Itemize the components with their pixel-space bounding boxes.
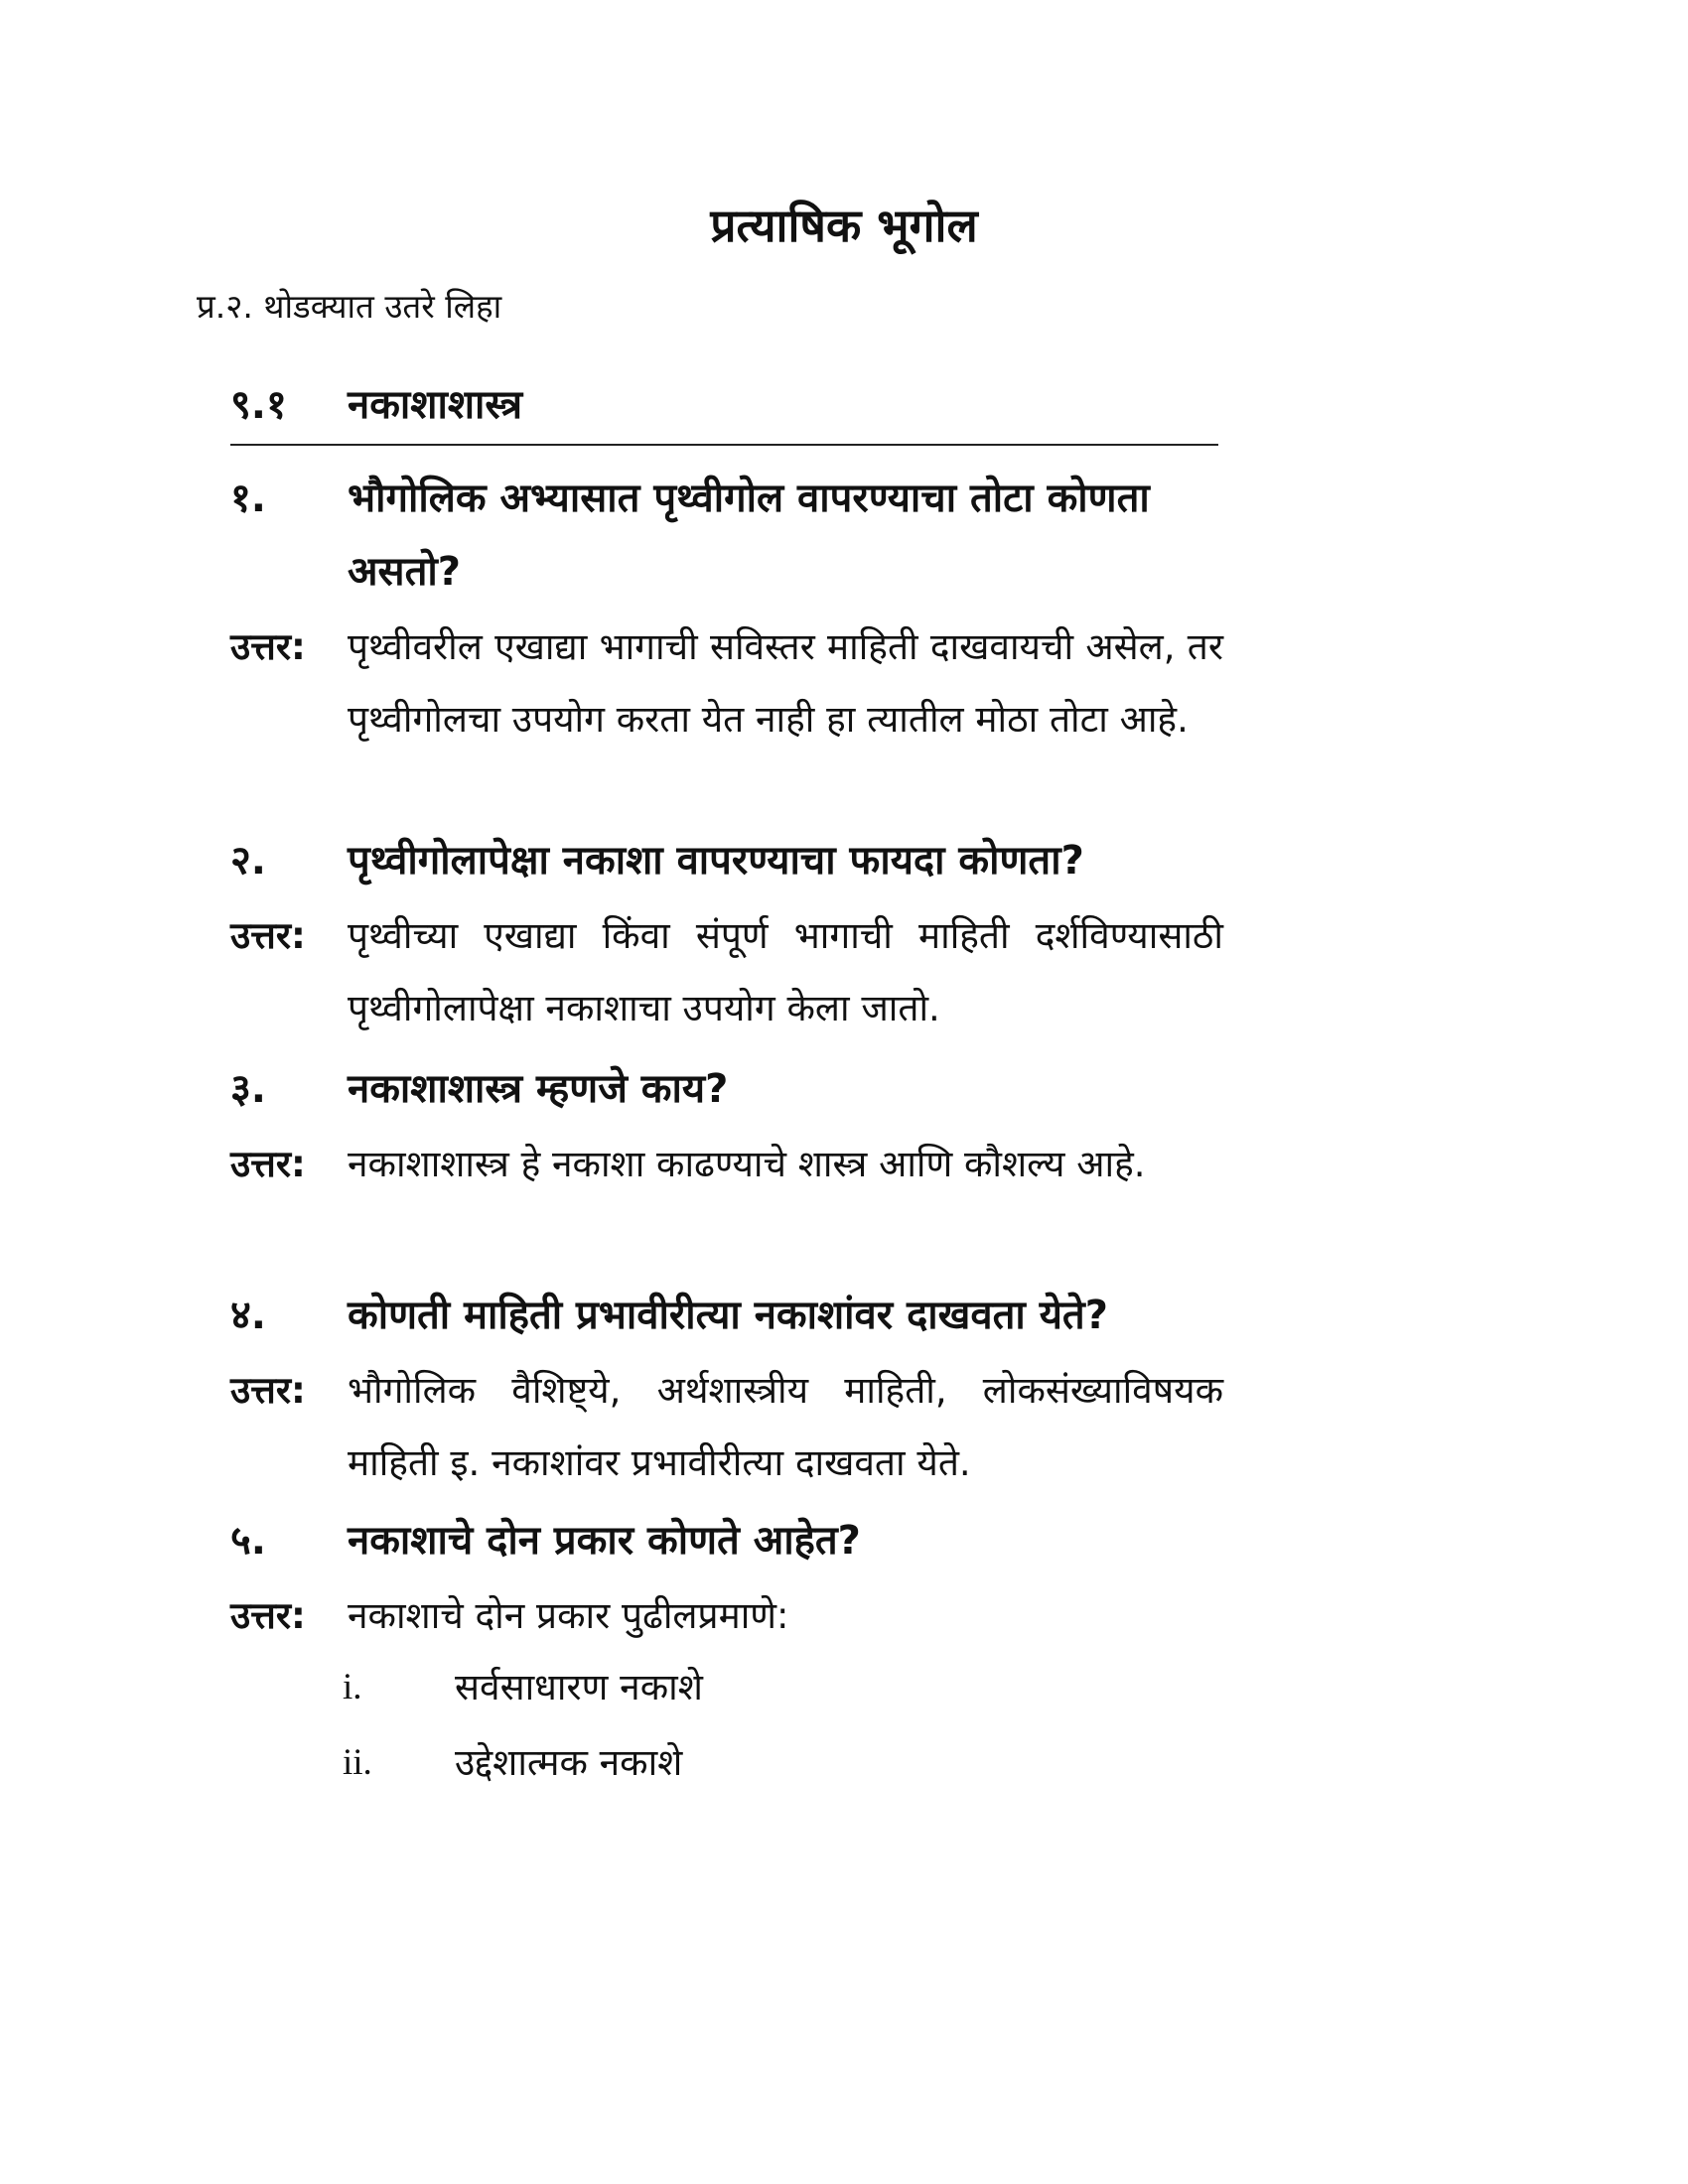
answer-text: भौगोलिक वैशिष्ट्ये, अर्थशास्त्रीय माहिती, लोकसंख्याविषयक माहिती इ. नकाशांवर प्रभावीरीत्या दाखवता येते.	[348, 1369, 1223, 1484]
section-divider	[230, 444, 1218, 446]
section-number: ९.१	[230, 382, 287, 428]
question-number: २.	[230, 838, 266, 884]
answer	[230, 1354, 1223, 1499]
answer-label: उत्तर:	[230, 1594, 306, 1637]
answer-text: पृथ्वीच्या एखाद्या किंवा संपूर्ण भागाची माहिती दर्शविण्यासाठी पृथ्वीगोलापेक्षा नकाशाचा उपयोग केला जातो.	[348, 914, 1223, 1029]
question-text: नकाशाचे दोन प्रकार कोणते आहेत?	[348, 1518, 861, 1564]
section-name: नकाशाशास्त्र	[348, 382, 523, 428]
list-marker: i.	[343, 1667, 362, 1707]
list-marker: ii.	[343, 1742, 372, 1783]
question-text: पृथ्वीगोलापेक्षा नकाशा वापरण्याचा फायदा कोणता?	[348, 838, 1084, 884]
answer-text: नकाशाचे दोन प्रकार पुढीलप्रमाणे:	[348, 1594, 789, 1637]
answer-label: उत्तर:	[230, 1369, 306, 1412]
question	[230, 1052, 1223, 1126]
question	[230, 824, 1223, 897]
question-text: कोणती माहिती प्रभावीरीत्या नकाशांवर दाखवता येते?	[348, 1293, 1108, 1338]
question-text: नकाशाशास्त्र म्हणजे काय?	[348, 1066, 729, 1112]
section-heading	[230, 375, 522, 430]
question-text: भौगोलिक अभ्यासात पृथ्वीगोल वापरण्याचा तोटा कोणता असतो?	[348, 476, 1150, 595]
list-item	[343, 1650, 703, 1725]
answer-label: उत्तर:	[230, 1143, 306, 1185]
answer-text: पृथ्वीवरील एखाद्या भागाची सविस्तर माहिती दाखवायची असेल, तर पृथ्वीगोलचा उपयोग करता येत नाही हा त्यातील मोठा तोटा आहे.	[348, 625, 1223, 741]
question	[230, 1279, 1223, 1352]
question	[230, 1504, 1223, 1577]
answer	[230, 899, 1223, 1044]
answer	[230, 1579, 1223, 1652]
qa-block-4	[230, 1279, 1223, 1499]
list-item	[343, 1725, 703, 1801]
qa-block-1	[230, 462, 1223, 755]
question-number: ३.	[230, 1066, 266, 1112]
qa-block-5	[230, 1504, 1223, 1652]
instruction-text: प्र.२. थोडक्यात उतरे लिहा	[197, 287, 502, 326]
question-number: ५.	[230, 1518, 266, 1564]
question-number: १.	[230, 476, 266, 521]
qa-block-2	[230, 824, 1223, 1044]
answer-label: उत्तर:	[230, 625, 306, 668]
page-title: प्रत्याषिक भूगोल	[710, 199, 978, 252]
answer-text: नकाशाशास्त्र हे नकाशा काढण्याचे शास्त्र आणि कौशल्य आहे.	[348, 1143, 1146, 1185]
list-item-text: सर्वसाधारण नकाशे	[455, 1666, 703, 1708]
answer	[230, 1128, 1223, 1200]
answer-label: उत्तर:	[230, 914, 306, 957]
map-types-list	[343, 1650, 703, 1801]
answer	[230, 611, 1223, 755]
question	[230, 462, 1223, 609]
question-number: ४.	[230, 1293, 266, 1338]
qa-block-3	[230, 1052, 1223, 1200]
list-item-text: उद्देशात्मक नकाशे	[455, 1741, 683, 1784]
